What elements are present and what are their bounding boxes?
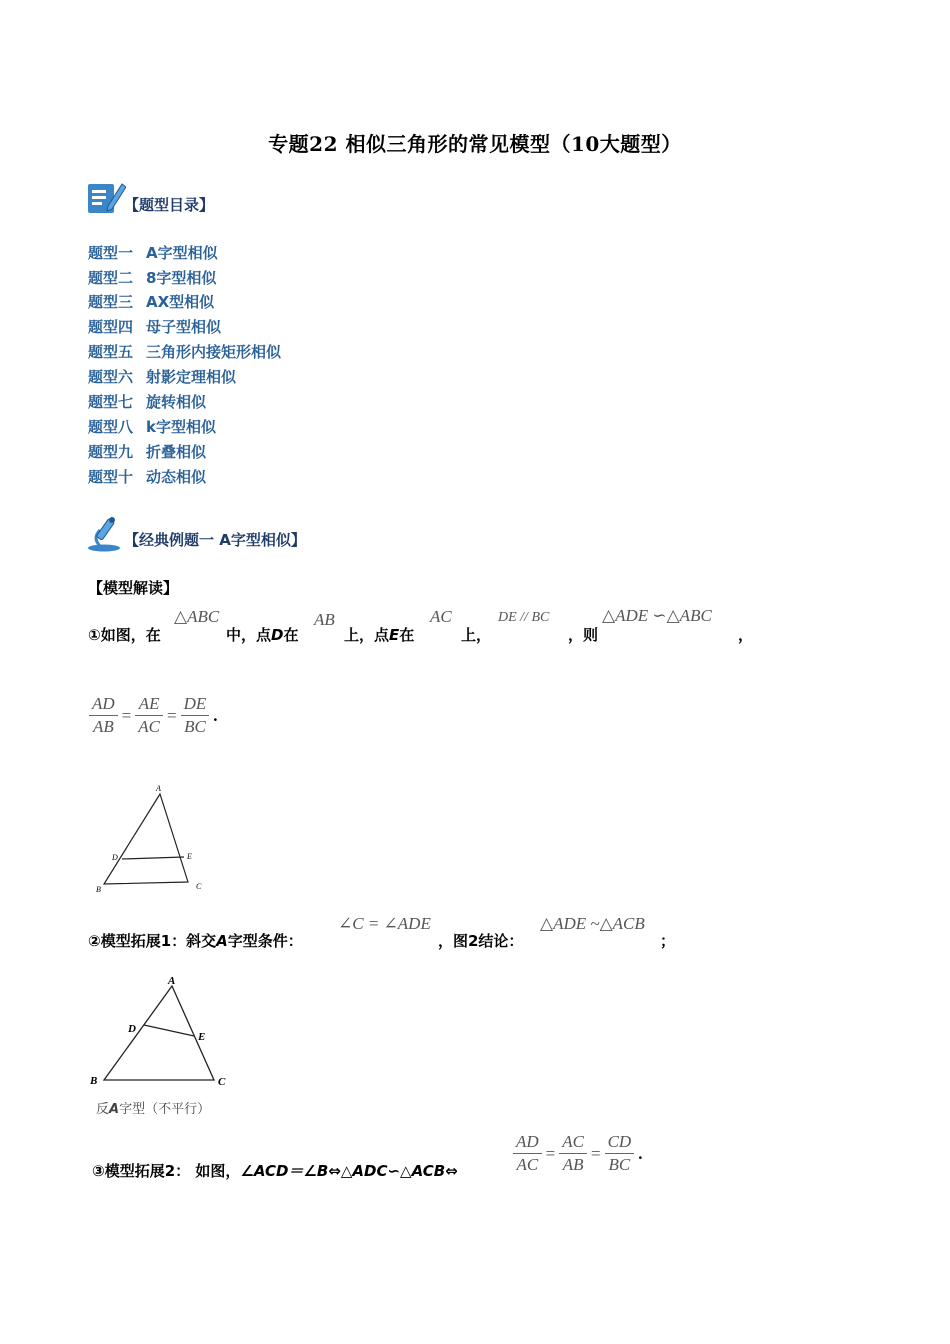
fraction: $\frac{AE}{AC}$ [135,694,163,737]
fraction: $\frac{AC}{AB}$ [559,1132,587,1175]
p1-math-ac: AC [430,607,452,626]
toc-item[interactable]: 题型三 AX型相似 [88,293,215,311]
fig2-label-e: E [198,1031,206,1043]
toc-item[interactable]: 题型七 旋转相似 [88,393,207,411]
p2-text-3: ； [660,932,676,950]
fig2-label-b: B [90,1075,98,1087]
notepad-pencil-icon [86,178,126,216]
toc-item[interactable]: 题型二 8字型相似 [88,269,217,287]
p2-text-2: ，图2结论： [438,932,524,950]
p2-math-conclusion: △ADE ~△ACB [540,914,645,933]
p1-text-2: 中，点D在 [226,626,299,644]
toc-item[interactable]: 题型六 射影定理相似 [88,368,237,386]
toc-item[interactable]: 题型一 A字型相似 [88,244,218,262]
p1-text-3: 上，点E在 [344,626,415,644]
fraction: $\frac{AD}{AB}$ [89,694,118,737]
p1-text-5: ，则 [568,626,599,644]
p1-math-triangle-abc: △ABC [174,607,220,626]
model-reading-heading: 【模型解读】 [88,579,179,597]
figure-a-shape-triangle [90,782,220,900]
p3-text: ③模型拓展2： 如图，∠ACD＝∠B⇔△ADC∽△ACB⇔ [92,1162,458,1180]
p2-text-1: ②模型拓展1：斜交A字型条件： [88,932,303,950]
p1-text-6: ， [738,626,754,644]
example-heading: 【经典例题一 A字型相似】 [124,531,306,549]
fig2-label-d: D [128,1023,136,1035]
p1-text-4: 上， [461,626,492,644]
fig2-label-c: C [218,1076,226,1088]
toc-item[interactable]: 题型五 三角形内接矩形相似 [88,343,282,361]
p3-ratio-equation: $\frac{AD}{AC}$ = $\frac{AC}{AB}$ = $\frac{CD}{BC}$ . [512,1132,645,1175]
toc-item[interactable]: 题型八 k字型相似 [88,418,216,436]
p2-math-angle-condition: ∠C = ∠ADE [338,914,431,933]
toc-heading: 【题型目录】 [124,196,215,214]
toc-item[interactable]: 题型九 折叠相似 [88,443,207,461]
figure-caption: 反A字型（不平行） [96,1102,211,1117]
p1-math-ab: AB [314,610,335,629]
fig1-label-d: D [112,853,118,862]
page-title: 专题22 相似三角形的常见模型（10大题型） [268,132,682,156]
fig1-label-b: B [96,885,101,894]
fraction: $\frac{CD}{BC}$ [605,1132,635,1175]
fig1-label-a: A [156,784,161,793]
fig2-label-a: A [168,975,176,987]
p1-text-1: ①如图，在 [88,626,161,644]
fig1-label-e: E [187,852,192,861]
fraction: $\frac{DE}{BC}$ [181,694,210,737]
microscope-icon [86,514,124,552]
p1-math-de-parallel-bc: DE // BC [498,610,550,625]
p1-ratio-equation: $\frac{AD}{AB}$ = $\frac{AE}{AC}$ = $\frac{DE}{BC}$ . [88,694,221,737]
toc-item[interactable]: 题型十 动态相似 [88,468,207,486]
fraction: $\frac{AD}{AC}$ [513,1132,542,1175]
fig1-label-c: C [196,882,202,891]
toc-item[interactable]: 题型四 母子型相似 [88,318,222,336]
p1-math-similar: △ADE ∽△ABC [602,606,712,625]
